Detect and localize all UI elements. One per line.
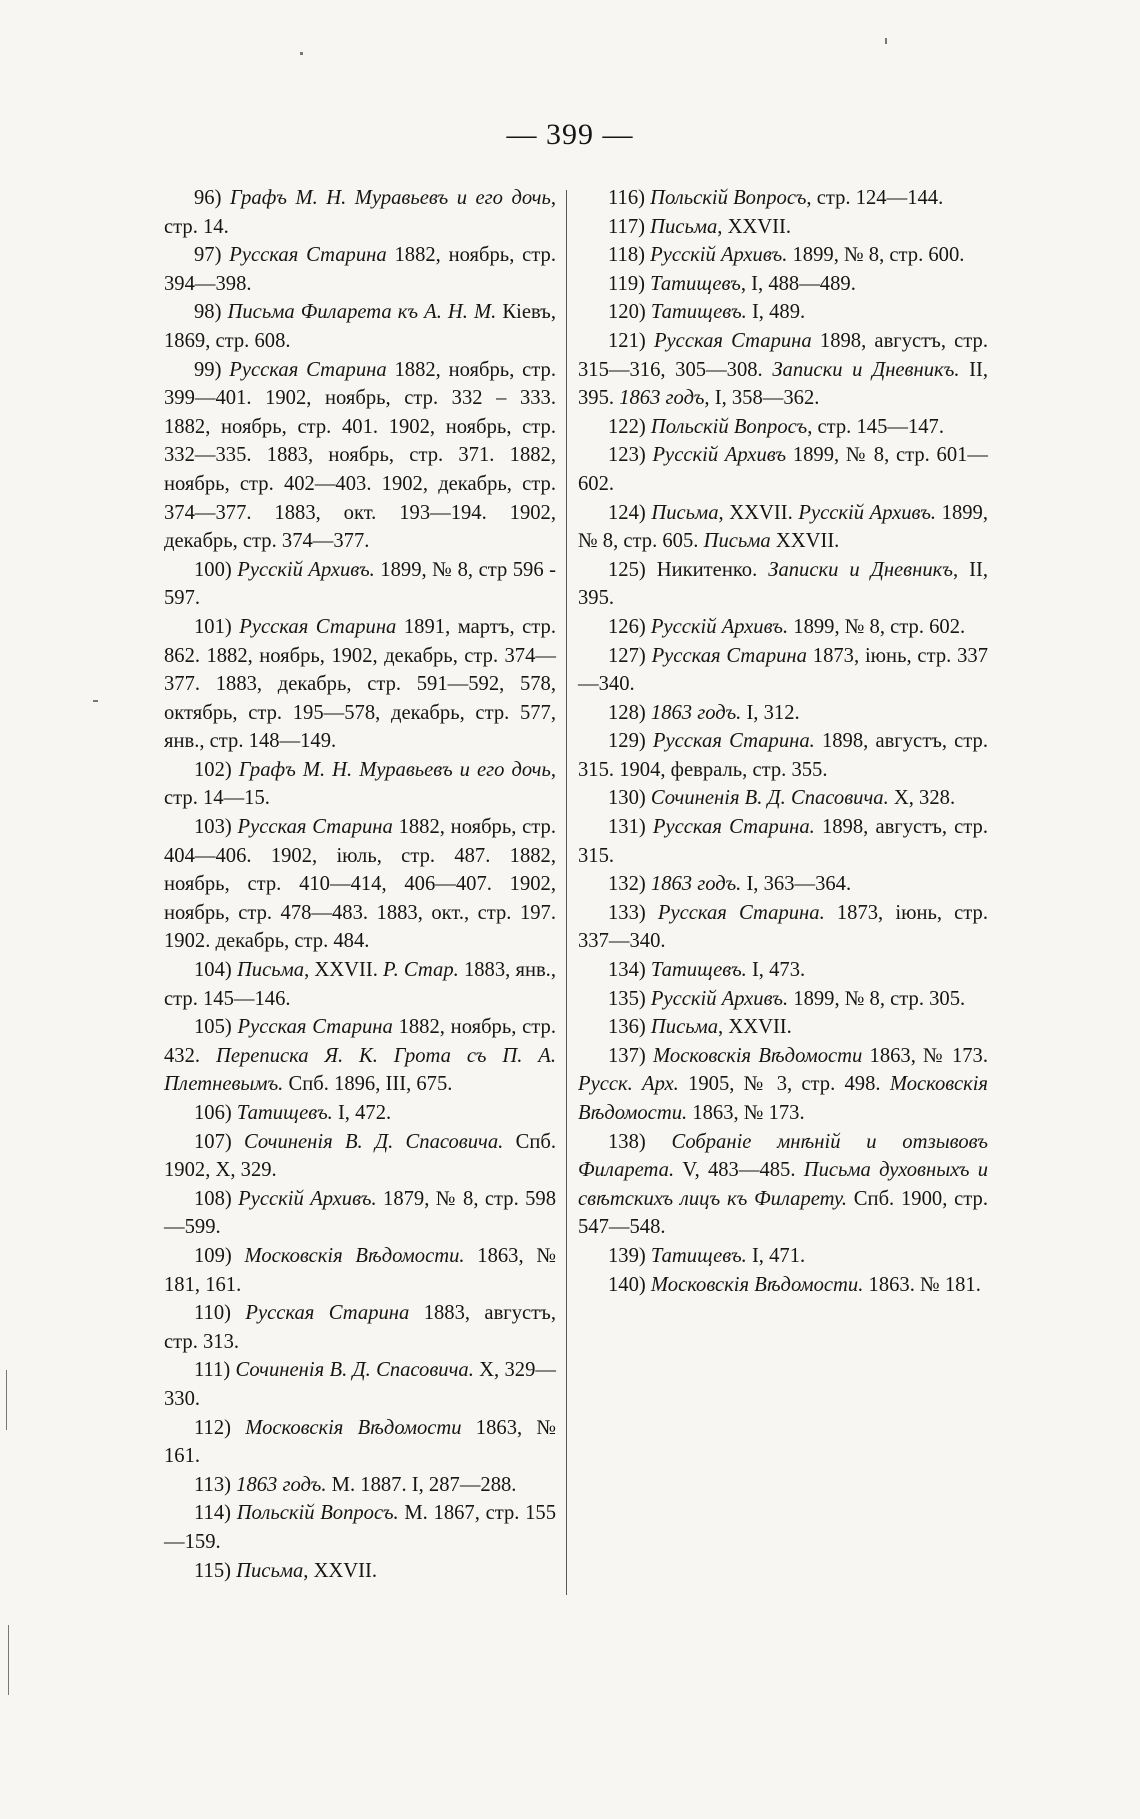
note-title: 1863 годъ. [236, 1473, 327, 1496]
note-title: Русская Старина [237, 1016, 393, 1039]
note-title: Московскія Вѣдомости [652, 1044, 863, 1067]
note-text: 1883, августъ, стр. 313. [164, 1302, 556, 1353]
note-text: 1899, № 8, стр. 601—602. [578, 444, 989, 495]
note-title: Татищевъ. [236, 1102, 333, 1124]
note-text: I, 489. [746, 301, 806, 324]
note-text: 1863, № 173. [687, 1102, 805, 1124]
note-text: 131) [608, 816, 653, 839]
note-title: Письма [703, 530, 771, 553]
note-text: 1863, № 173. [862, 1044, 988, 1067]
scan-edge-mark [6, 1370, 7, 1430]
note-text: XXVII. [770, 530, 840, 553]
note-title: Сочиненія В. Д. Спасовича. [244, 1130, 504, 1153]
note-text: 1863. № 181. [863, 1273, 981, 1296]
note-entry [578, 1271, 988, 1300]
note-entry [578, 441, 988, 498]
note-entry [578, 956, 988, 985]
note-entry [578, 985, 988, 1014]
note-title: Графъ М. Н. Муравьевъ и его дочь [238, 758, 551, 781]
note-entry [578, 1242, 988, 1271]
note-entry [578, 870, 988, 899]
note-text: 117) [608, 215, 651, 238]
note-text: 125) Никитенко. [608, 558, 769, 581]
note-text: 126) [608, 615, 651, 638]
note-entry [578, 613, 988, 642]
note-text: 119) [608, 272, 651, 295]
note-title: Русская Старина [245, 1302, 410, 1325]
note-text: 124) [608, 501, 652, 524]
note-entry [578, 642, 988, 699]
note-title: Русская Старина [229, 244, 387, 267]
note-entry [164, 356, 556, 556]
note-text: , XXVII. [718, 501, 799, 524]
note-title: Письма [650, 215, 718, 238]
note-title: Письма Филарета къ А. Н. М. [227, 301, 497, 324]
note-text: , стр. 124—144. [806, 187, 944, 209]
note-text: 115) [194, 1559, 237, 1582]
note-title: Записки и Дневникъ [768, 558, 953, 581]
note-entry [578, 413, 988, 442]
note-text: М. 1867, стр. 155—159. [164, 1502, 556, 1553]
note-title: Татищевъ [650, 272, 741, 295]
note-title: Записки и Дневникъ. [772, 358, 960, 381]
note-text: 129) [608, 730, 653, 753]
note-text: 1879, № 8, стр. 598—599. [164, 1187, 557, 1239]
note-entry [164, 756, 556, 813]
note-entry [164, 298, 556, 355]
note-text: , I, 358—362. [704, 387, 820, 410]
note-entry [578, 784, 988, 813]
note-text: 1863, № 161. [164, 1416, 556, 1468]
note-text: 1898, августъ, стр. 315. [578, 816, 988, 867]
note-title: Сочиненія В. Д. Спасовича. [235, 1359, 474, 1382]
note-title: Татищевъ. [650, 301, 747, 324]
scan-edge-mark [8, 1625, 9, 1695]
note-text: X, 329—330. [164, 1359, 556, 1410]
note-title: Русскій Архивъ. [650, 244, 788, 267]
note-text: 1882, ноябрь, стр. 399—401. 1902, ноябрь, стр. 332 – 333. 1882, ноябрь, стр. 401. 1902, ноябрь, стр. 332—335. 1883, ноябрь, стр. 371. 1882, ноябрь, стр. 402—403. 1902, декабрь, стр. 374—377. 1883, окт. 193—194. 1902, декабрь, стр. 374—377. [164, 358, 556, 553]
note-text: Спб. 1896, III, 675. [283, 1073, 453, 1096]
note-title: Письма [650, 1016, 719, 1039]
note-text: 1873, іюнь, стр. 337—340. [578, 644, 988, 696]
note-title: Русскій Архивъ. [650, 615, 789, 638]
left-column [164, 184, 556, 1585]
note-title: Русская Старина [229, 358, 387, 381]
note-title: 1863 годъ [619, 387, 705, 410]
note-entry [578, 1013, 988, 1042]
note-title: Польскій Вопросъ [650, 415, 808, 438]
note-text: 106) [194, 1102, 237, 1124]
note-text: 1899, № 8, стр. 602. [788, 615, 966, 638]
note-text: 128) [608, 701, 651, 724]
note-text: М. 1887. I, 287—288. [326, 1473, 517, 1496]
note-title: Русскій Архивъ. [798, 501, 937, 524]
note-entry [164, 1242, 556, 1299]
note-text: 114) [194, 1502, 237, 1525]
note-title: Московскія Вѣдомости [245, 1416, 462, 1439]
note-entry [578, 899, 988, 956]
note-text: 137) [608, 1044, 653, 1067]
note-text: 107) [194, 1130, 245, 1153]
note-text: , II, 395. [578, 558, 988, 610]
note-title: Татищевъ. [650, 959, 747, 982]
note-title: Русскій Архивъ. [650, 987, 789, 1010]
note-title: Русская Старина. [657, 901, 825, 924]
note-entry [578, 184, 988, 213]
note-entry [578, 213, 988, 242]
note-text: I, 363—364. [741, 873, 852, 896]
note-title: Р. Стар. [383, 959, 459, 982]
note-text: 1898, августъ, стр. 315. 1904, февраль, стр. 355. [578, 730, 988, 781]
note-title: Собраніе мнѣній и отзывовъ Филарета. [578, 1130, 988, 1182]
note-text: , XXVII. [304, 959, 384, 982]
note-entry [164, 956, 556, 1013]
note-text: 98) [194, 301, 228, 324]
right-column [578, 184, 988, 1299]
note-text: V, 483—485. [674, 1159, 804, 1182]
note-text: 1873, іюнь, стр. 337—340. [578, 901, 988, 953]
note-title: Русскій Архивъ. [238, 1187, 377, 1210]
note-text: II, 395. [578, 358, 988, 410]
note-title: Татищевъ. [650, 1244, 747, 1267]
note-title: 1863 годъ. [650, 701, 742, 724]
note-entry [164, 1471, 556, 1500]
page-number: — 399 — [506, 118, 634, 151]
note-title: Русскій Архивъ [652, 444, 787, 467]
note-entry [578, 241, 988, 270]
note-title: Русскій Архивъ. [237, 558, 375, 581]
note-title: Московскія Вѣдомости. [244, 1244, 465, 1267]
note-text: I, 471. [746, 1244, 806, 1267]
note-text: 104) [194, 959, 237, 982]
scan-speck [93, 700, 98, 702]
note-text: 121) [608, 329, 654, 352]
note-text: 1899, № 8, стр. 605. [578, 501, 988, 553]
note-text: 1882, ноябрь, стр. 394—398. [164, 244, 556, 295]
note-text: , I, 488—489. [740, 272, 856, 295]
note-entry [578, 270, 988, 299]
note-text: 1882, ноябрь, стр. 404—406. 1902, іюль, стр. 487. 1882, ноябрь, стр. 410—414, 406—407. 1902, ноябрь, стр. 478—483. 1883, окт., стр. 197. 1902. декабрь, стр. 484. [164, 816, 556, 953]
note-title: Русская Старина [651, 644, 807, 667]
note-text: , стр. 14. [164, 187, 556, 238]
note-text: , стр. 14—15. [164, 758, 556, 810]
note-text: I, 473. [746, 959, 806, 982]
note-entry [578, 556, 988, 613]
column-divider [566, 190, 567, 1595]
note-text: 138) [608, 1130, 672, 1153]
note-text: 100) [194, 558, 238, 581]
note-entry [578, 1042, 988, 1128]
note-title: Московскія Вѣдомости. [650, 1273, 864, 1296]
note-title: Русская Старина. [652, 730, 815, 753]
note-text: 1891, мартъ, стр. 862. 1882, ноябрь, 1902, декабрь, стр. 374—377. 1883, декабрь, стр. 591—592, 578, октябрь, стр. 195—578, декабрь, стр. 577, янв., стр. 148—149. [164, 615, 556, 753]
note-text: 1882, ноябрь, стр. 432. [164, 1016, 556, 1067]
note-title: Сочиненія В. Д. Спасовича. [650, 787, 889, 810]
note-text: 120) [608, 301, 651, 324]
scan-speck [885, 38, 887, 44]
note-title: Письма [236, 1559, 304, 1582]
note-title: Русская Старина [237, 816, 393, 839]
note-text: 135) [608, 987, 651, 1010]
note-entry [578, 699, 988, 728]
note-entry [164, 1499, 556, 1556]
note-entry [164, 1557, 556, 1586]
note-title: Переписка Я. К. Грота съ П. А. Плетневымъ. [164, 1044, 556, 1096]
note-text: , XXVII. [717, 215, 792, 238]
note-entry [578, 327, 988, 413]
note-text: 1883, янв., стр. 145—146. [164, 959, 556, 1010]
note-text: 96) [194, 187, 230, 209]
note-text: 111) [194, 1359, 236, 1382]
note-entry [164, 813, 556, 956]
note-title: Русская Старина [239, 615, 397, 638]
note-entry [164, 613, 556, 756]
note-entry [164, 1128, 556, 1185]
note-text: 116) [608, 187, 651, 209]
note-text: 109) [194, 1244, 245, 1267]
note-title: 1863 годъ. [650, 873, 742, 896]
note-text: 127) [608, 644, 652, 667]
note-text: 99) [194, 358, 230, 381]
note-text: 136) [608, 1016, 651, 1039]
note-text: 113) [194, 1473, 237, 1496]
note-title: Письма [236, 959, 305, 982]
note-text: 103) [194, 816, 238, 839]
note-text: I, 312. [741, 701, 800, 724]
note-entry [164, 1099, 556, 1128]
note-text: X, 328. [888, 787, 956, 810]
note-entry [164, 1356, 556, 1413]
note-title: Польскій Вопросъ. [236, 1502, 399, 1525]
note-text: 123) [608, 444, 653, 467]
note-text: 108) [194, 1187, 239, 1210]
note-title: Русская Старина [653, 329, 812, 352]
scan-speck [300, 52, 303, 55]
note-text: 105) [194, 1016, 238, 1039]
note-text: Кіевъ, 1869, стр. 608. [164, 301, 556, 352]
note-entry [164, 556, 556, 613]
note-text: 139) [608, 1244, 651, 1267]
note-entry [164, 1414, 556, 1471]
note-text: 1899, № 8, стр. 600. [787, 244, 965, 267]
note-text: 118) [608, 244, 651, 267]
note-entry [164, 1185, 556, 1242]
note-text: 1899, № 8, стр 596 - 597. [164, 558, 556, 610]
note-title: Русск. Арх. [578, 1073, 679, 1096]
note-title: Графъ М. Н. Муравьевъ и его дочь [229, 187, 551, 209]
note-entry [164, 184, 556, 241]
note-text: 110) [194, 1302, 246, 1325]
note-entry [164, 1013, 556, 1099]
note-text: Спб. 1902, X, 329. [164, 1130, 556, 1182]
note-entry [578, 727, 988, 784]
note-entry [164, 241, 556, 298]
note-text: , XXVII. [303, 1559, 378, 1582]
note-text: 140) [608, 1273, 651, 1296]
note-title: Московскія Вѣдомости. [578, 1073, 989, 1124]
note-entry [578, 499, 988, 556]
note-entry [578, 298, 988, 327]
note-title: Польскій Вопросъ [650, 187, 807, 209]
note-title: Русская Старина. [652, 816, 815, 839]
note-entry [578, 1128, 988, 1242]
note-text: 132) [608, 873, 651, 896]
note-text: 1899, № 8, стр. 305. [788, 987, 966, 1010]
note-text: , стр. 145—147. [807, 415, 944, 438]
note-text: I, 472. [332, 1102, 392, 1124]
note-text: 102) [194, 758, 239, 781]
note-text: , XXVII. [718, 1016, 792, 1039]
note-text: 134) [608, 959, 651, 982]
note-text: 112) [194, 1416, 246, 1439]
note-text: 101) [194, 615, 240, 638]
note-text: Спб. 1900, стр. 547—548. [578, 1187, 988, 1239]
note-title: Письма духовныхъ и свѣтскихъ лицъ къ Филарету. [578, 1159, 988, 1210]
note-text: 130) [608, 787, 651, 810]
note-entry [164, 1299, 556, 1356]
note-text: 97) [194, 244, 230, 267]
note-entry [578, 813, 988, 870]
note-text: 133) [608, 901, 658, 924]
note-text: 1905, № 3, стр. 498. [678, 1073, 890, 1096]
note-text: 122) [608, 415, 651, 438]
note-text: 1863, № 181, 161. [164, 1244, 556, 1296]
note-text: 1898, августъ, стр. 315—316, 305—308. [578, 329, 988, 381]
note-title: Письма [651, 501, 719, 524]
